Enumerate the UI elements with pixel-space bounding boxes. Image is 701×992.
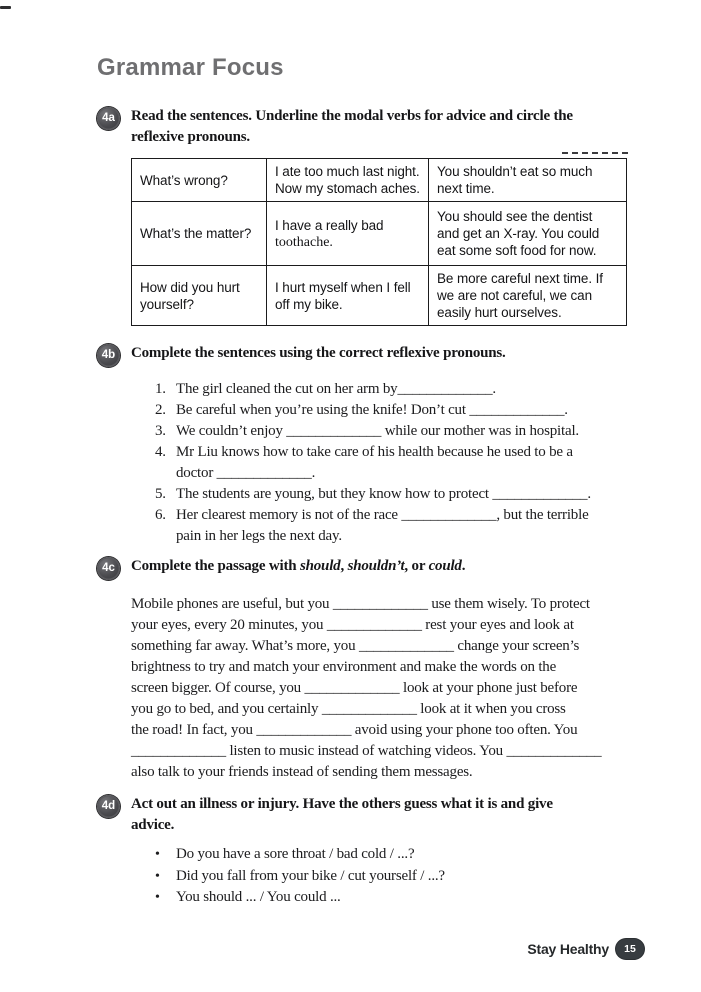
modal-word-shouldnt: shouldn’t <box>347 558 405 574</box>
item-number: 6. <box>155 507 166 523</box>
prompt-bullet-list <box>155 844 682 909</box>
bullet-text: • Do you have a sore throat / bad cold / ...? <box>176 846 415 862</box>
list-item <box>155 484 682 505</box>
item-text: Be careful when you’re using the knife! Don’t cut _____________. <box>176 402 568 418</box>
item-text: We couldn’t enjoy _____________ while our mother was in hospital. <box>176 423 579 439</box>
exercise-4a-instruction <box>131 106 573 148</box>
passage-line: the road! In fact, you _____________ avoid using your phone too often. You <box>131 722 578 738</box>
statement-sans-part: I have a really bad <box>275 217 384 233</box>
item-number: 3. <box>155 423 166 439</box>
table-cell-question: What’s wrong? <box>132 159 267 202</box>
exercise-4b-badge: 4b <box>97 344 120 367</box>
page-number-badge: 15 <box>616 939 644 959</box>
exercise-4a <box>97 106 682 326</box>
list-item <box>155 379 682 400</box>
instruction-line: reflexive pronouns. <box>131 129 250 145</box>
item-text: The students are young, but they know how to protect _____________. <box>176 486 591 502</box>
item-number: 2. <box>155 402 166 418</box>
exercise-4c-badge: 4c <box>97 557 120 580</box>
item-number: 1. <box>155 381 166 397</box>
item-text: pain in her legs the next day. <box>176 528 342 544</box>
bullet-text: • You should ... / You could ... <box>176 889 341 905</box>
table-row <box>132 202 627 266</box>
instruction-text: . <box>461 558 466 574</box>
instruction-text: , <box>340 558 348 574</box>
instruction-line: Read the sentences. Underline the modal verbs for advice and circle the <box>131 108 573 124</box>
list-item <box>155 442 682 484</box>
unit-title: Stay Healthy <box>527 941 609 957</box>
passage-line: your eyes, every 20 minutes, you _____________ rest your eyes and look at <box>131 617 574 633</box>
item-text: Mr Liu knows how to take care of his health because he used to be a <box>176 444 573 460</box>
bullet-item <box>155 866 682 888</box>
exercise-4b-instruction <box>131 343 506 364</box>
modal-word-could: could <box>428 558 462 574</box>
passage-line: screen bigger. Of course, you _____________ look at your phone just before <box>131 680 578 696</box>
instruction-line: Act out an illness or injury. Have the others guess what it is and give <box>131 796 553 812</box>
exercise-4b <box>97 343 682 547</box>
table-cell-question: What’s the matter? <box>132 202 267 266</box>
table-cell-advice: You shouldn’t eat so much next time. <box>429 159 627 202</box>
item-text: The girl cleaned the cut on her arm by_____________. <box>176 381 496 397</box>
table-cell-question: How did you hurt yourself? <box>132 266 267 326</box>
exercise-4d-instruction <box>131 794 553 836</box>
item-text: doctor _____________. <box>176 465 316 481</box>
table-cell-statement: I ate too much last night. Now my stomach aches. <box>267 159 429 202</box>
gap-fill-passage <box>131 594 682 783</box>
bullet-text: • Did you fall from your bike / cut yourself / ...? <box>176 867 445 884</box>
bullet-item <box>155 887 682 909</box>
list-item <box>155 400 682 421</box>
exercise-4d-header <box>97 794 682 836</box>
instruction-line: Complete the sentences using the correct reflexive pronouns. <box>131 345 506 361</box>
instruction-line: advice. <box>131 817 175 833</box>
exercise-4d-badge: 4d <box>97 795 120 818</box>
sentence-list <box>155 379 682 547</box>
table-cell-advice: Be more careful next time. If we are not careful, we can easily hurt ourselves. <box>429 266 627 326</box>
table-cell-statement: I hurt myself when I fell off my bike. <box>267 266 429 326</box>
bullet-item <box>155 844 682 866</box>
passage-line: Mobile phones are useful, but you _____________ use them wisely. To protect <box>131 596 590 612</box>
exercise-4c <box>97 556 682 783</box>
scan-artifact-corner <box>0 6 11 9</box>
table-row <box>132 159 627 202</box>
page-footer <box>527 939 644 959</box>
passage-line: something far away. What’s more, you _____________ change your screen’s <box>131 638 580 654</box>
exercise-4a-badge: 4a <box>97 107 120 130</box>
exercise-4a-header <box>97 106 682 148</box>
statement-serif-part: toothache. <box>275 234 333 250</box>
passage-line: you go to bed, and you certainly _____________ look at it when you cross <box>131 701 566 717</box>
exercise-4b-header <box>97 343 682 367</box>
instruction-text: Complete the passage with <box>131 558 300 574</box>
exercise-4d <box>97 794 682 909</box>
passage-line: _____________ listen to music instead of watching videos. You _____________ <box>131 743 602 759</box>
instruction-text: , or <box>404 558 429 574</box>
list-item <box>155 505 682 547</box>
passage-line: also talk to your friends instead of sending them messages. <box>131 764 473 780</box>
page-title: Grammar Focus <box>97 54 284 81</box>
item-number: 4. <box>155 444 166 460</box>
exercise-4c-instruction <box>131 556 465 577</box>
table-row <box>132 266 627 326</box>
item-text: Her clearest memory is not of the race _____________, but the terrible <box>176 507 589 523</box>
grammar-table <box>131 158 627 326</box>
list-item <box>155 421 682 442</box>
exercise-4c-header <box>97 556 682 580</box>
table-cell-statement <box>267 202 429 266</box>
passage-line: brightness to try and match your environment and make the words on the <box>131 659 557 675</box>
item-number: 5. <box>155 486 166 502</box>
table-cell-advice: You should see the dentist and get an X-ray. You could eat some soft food for now. <box>429 202 627 266</box>
modal-word-should: should <box>299 558 341 574</box>
